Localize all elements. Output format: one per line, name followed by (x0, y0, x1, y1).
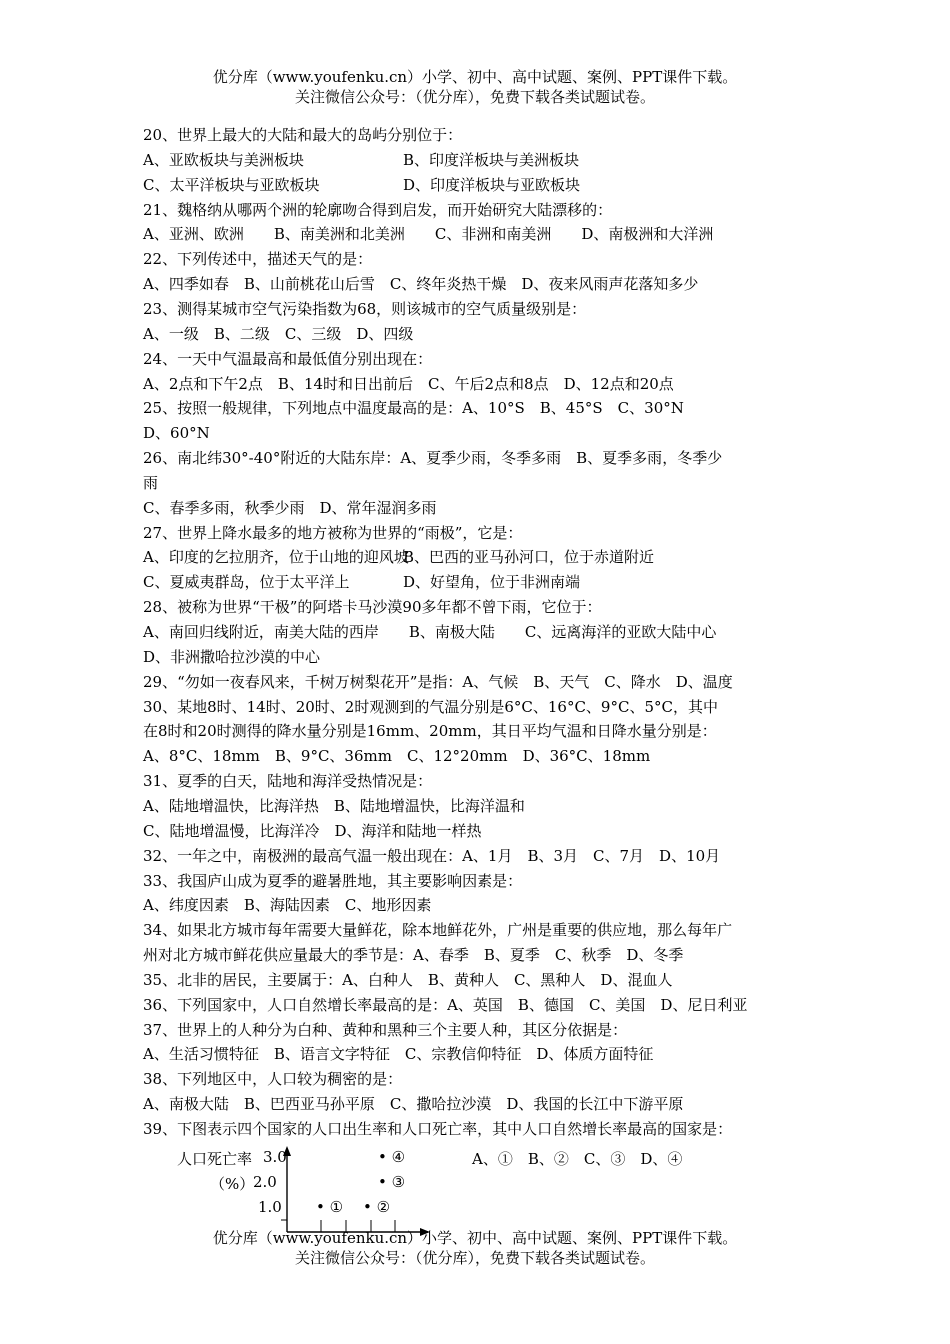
question-line: C、春季多雨，秋季少雨 D、常年湿润多雨 (143, 499, 437, 517)
point-label: ① (329, 1198, 344, 1216)
point-dot: • (378, 1173, 392, 1191)
option-left: A、印度的乞拉朋齐，位于山地的迎风坡 (143, 548, 409, 566)
data-point-2 (363, 1198, 390, 1216)
y-tick-label: 3.0 (263, 1148, 287, 1166)
question-line: A、四季如春 B、山前桃花山后雪 C、终年炎热干燥 D、夜来风雨声花落知多少 (143, 275, 699, 293)
question-line: A、一级 B、二级 C、三级 D、四级 (143, 325, 414, 343)
question-line: A、8°C、18mm B、9°C、36mm C、12°20mm D、36°C、18mm (143, 747, 651, 765)
question-line: D、60°N (143, 424, 210, 442)
y-axis-label: 人口死亡率 (177, 1150, 253, 1168)
question-line: A、生活习惯特征 B、语言文字特征 C、宗教信仰特征 D、体质方面特征 (143, 1045, 654, 1063)
question-line: D、非洲撒哈拉沙漠的中心 (143, 648, 321, 666)
option-right: B、印度洋板块与美洲板块 (403, 151, 580, 169)
option-left: A、亚欧板块与美洲板块 (143, 151, 304, 169)
question-stem: 20、世界上最大的大陆和最大的岛屿分别位于： (143, 126, 463, 144)
point-label: ③ (391, 1173, 406, 1191)
point-label: ④ (391, 1148, 406, 1166)
header-line-2: 关注微信公众号：（优分库），免费下载各类试题试卷。 (294, 88, 655, 106)
question-stem: 35、北非的居民，主要属于：A、白种人 B、黄种人 C、黑种人 D、混血人 (143, 971, 673, 989)
option-left: C、太平洋板块与亚欧板块 (143, 176, 320, 194)
question-line: C、陆地增温慢，比海洋冷 D、海洋和陆地一样热 (143, 822, 482, 840)
question-stem: 33、我国庐山成为夏季的避暑胜地，其主要影响因素是： (143, 872, 523, 890)
question-stem: 34、如果北方城市每年需要大量鲜花，除本地鲜花外，广州是重要的供应地，那么每年广 (143, 921, 733, 939)
header-line-1: 优分库（www.youfenku.cn）小学、初中、高中试题、案例、PPT课件下载。 (212, 68, 738, 86)
footer-line-2: 关注微信公众号：（优分库），免费下载各类试题试卷。 (294, 1249, 655, 1267)
y-tick-label: 1.0 (258, 1198, 282, 1216)
answer-options: A、① B、② C、③ D、④ (472, 1150, 683, 1168)
question-stem: 26、南北纬30°-40°附近的大陆东岸：A、夏季少雨，冬季多雨 B、夏季多雨，冬季少 (143, 449, 723, 467)
question-line: 州对北方城市鲜花供应量最大的季节是：A、春季 B、夏季 C、秋季 D、冬季 (143, 946, 684, 964)
question-stem: 22、下列传述中，描述天气的是： (143, 250, 373, 268)
data-point-3 (378, 1173, 405, 1191)
unit-label: （%） (210, 1175, 255, 1193)
point-dot: • (363, 1198, 377, 1216)
point-dot: • (316, 1198, 330, 1216)
question-line: 雨 (143, 474, 159, 492)
question-stem: 24、一天中气温最高和最低值分别出现在： (143, 350, 433, 368)
question-line: A、南极大陆 B、巴西亚马孙平原 C、撒哈拉沙漠 D、我国的长江中下游平原 (143, 1095, 684, 1113)
option-right: B、巴西的亚马孙河口，位于赤道附近 (403, 548, 655, 566)
point-label: ② (376, 1198, 391, 1216)
point-dot: • (378, 1148, 392, 1166)
data-point-4 (378, 1148, 405, 1166)
question-line: A、南回归线附近，南美大陆的西岸 B、南极大陆 C、远离海洋的亚欧大陆中心 (143, 623, 717, 641)
option-right: D、印度洋板块与亚欧板块 (403, 176, 581, 194)
question-stem: 38、下列地区中，人口较为稠密的是： (143, 1070, 403, 1088)
question-stem: 23、测得某城市空气污染指数为68，则该城市的空气质量级别是： (143, 300, 587, 318)
option-left: C、夏威夷群岛，位于太平洋上 (143, 573, 350, 591)
question-stem: 36、下列国家中，人口自然增长率最高的是：A、英国 B、德国 C、美国 D、尼日利亚 (143, 996, 748, 1014)
question-stem: 32、一年之中，南极洲的最高气温一般出现在：A、1月 B、3月 C、7月 D、10月 (143, 847, 721, 865)
question-stem: 28、被称为世界“干极”的阿塔卡马沙漠90多年都不曾下雨，它位于： (143, 598, 602, 616)
question-stem: 30、某地8时、14时、20时、2时观测到的气温分别是6°C、16°C、9°C、5°C，其中 (143, 698, 718, 716)
question-stem: 37、世界上的人种分为白种、黄种和黑种三个主要人种，其区分依据是： (143, 1021, 628, 1039)
question-stem: 29、“勿如一夜春风来，千树万树梨花开”是指：A、气候 B、天气 C、降水 D、温度 (143, 673, 733, 691)
question-stem: 39、下图表示四个国家的人口出生率和人口死亡率，其中人口自然增长率最高的国家是： (143, 1120, 733, 1138)
question-stem: 27、世界上降水最多的地方被称为世界的“雨极”，它是： (143, 524, 523, 542)
question-line: A、陆地增温快，比海洋热 B、陆地增温快，比海洋温和 (143, 797, 525, 815)
question-line: A、纬度因素 B、海陆因素 C、地形因素 (143, 896, 432, 914)
question-line: 在8时和20时测得的降水量分别是16mm、20mm，其日平均气温和日降水量分别是： (143, 722, 717, 740)
y-tick-label: 2.0 (253, 1173, 277, 1191)
question-line: A、2点和下午2点 B、14时和日出前后 C、午后2点和8点 D、12点和20点 (143, 375, 674, 393)
question-stem: 25、按照一般规律，下列地点中温度最高的是：A、10°S B、45°S C、30°N (143, 399, 684, 417)
question-stem: 21、魏格纳从哪两个洲的轮廓吻合得到启发，而开始研究大陆漂移的： (143, 201, 613, 219)
question-line: A、亚洲、欧洲 B、南美洲和北美洲 C、非洲和南美洲 D、南极洲和大洋洲 (143, 225, 714, 243)
footer-line-1: 优分库（www.youfenku.cn）小学、初中、高中试题、案例、PPT课件下载。 (212, 1229, 738, 1247)
data-point-1 (316, 1198, 343, 1216)
option-right: D、好望角，位于非洲南端 (403, 573, 581, 591)
question-stem: 31、夏季的白天，陆地和海洋受热情况是： (143, 772, 433, 790)
